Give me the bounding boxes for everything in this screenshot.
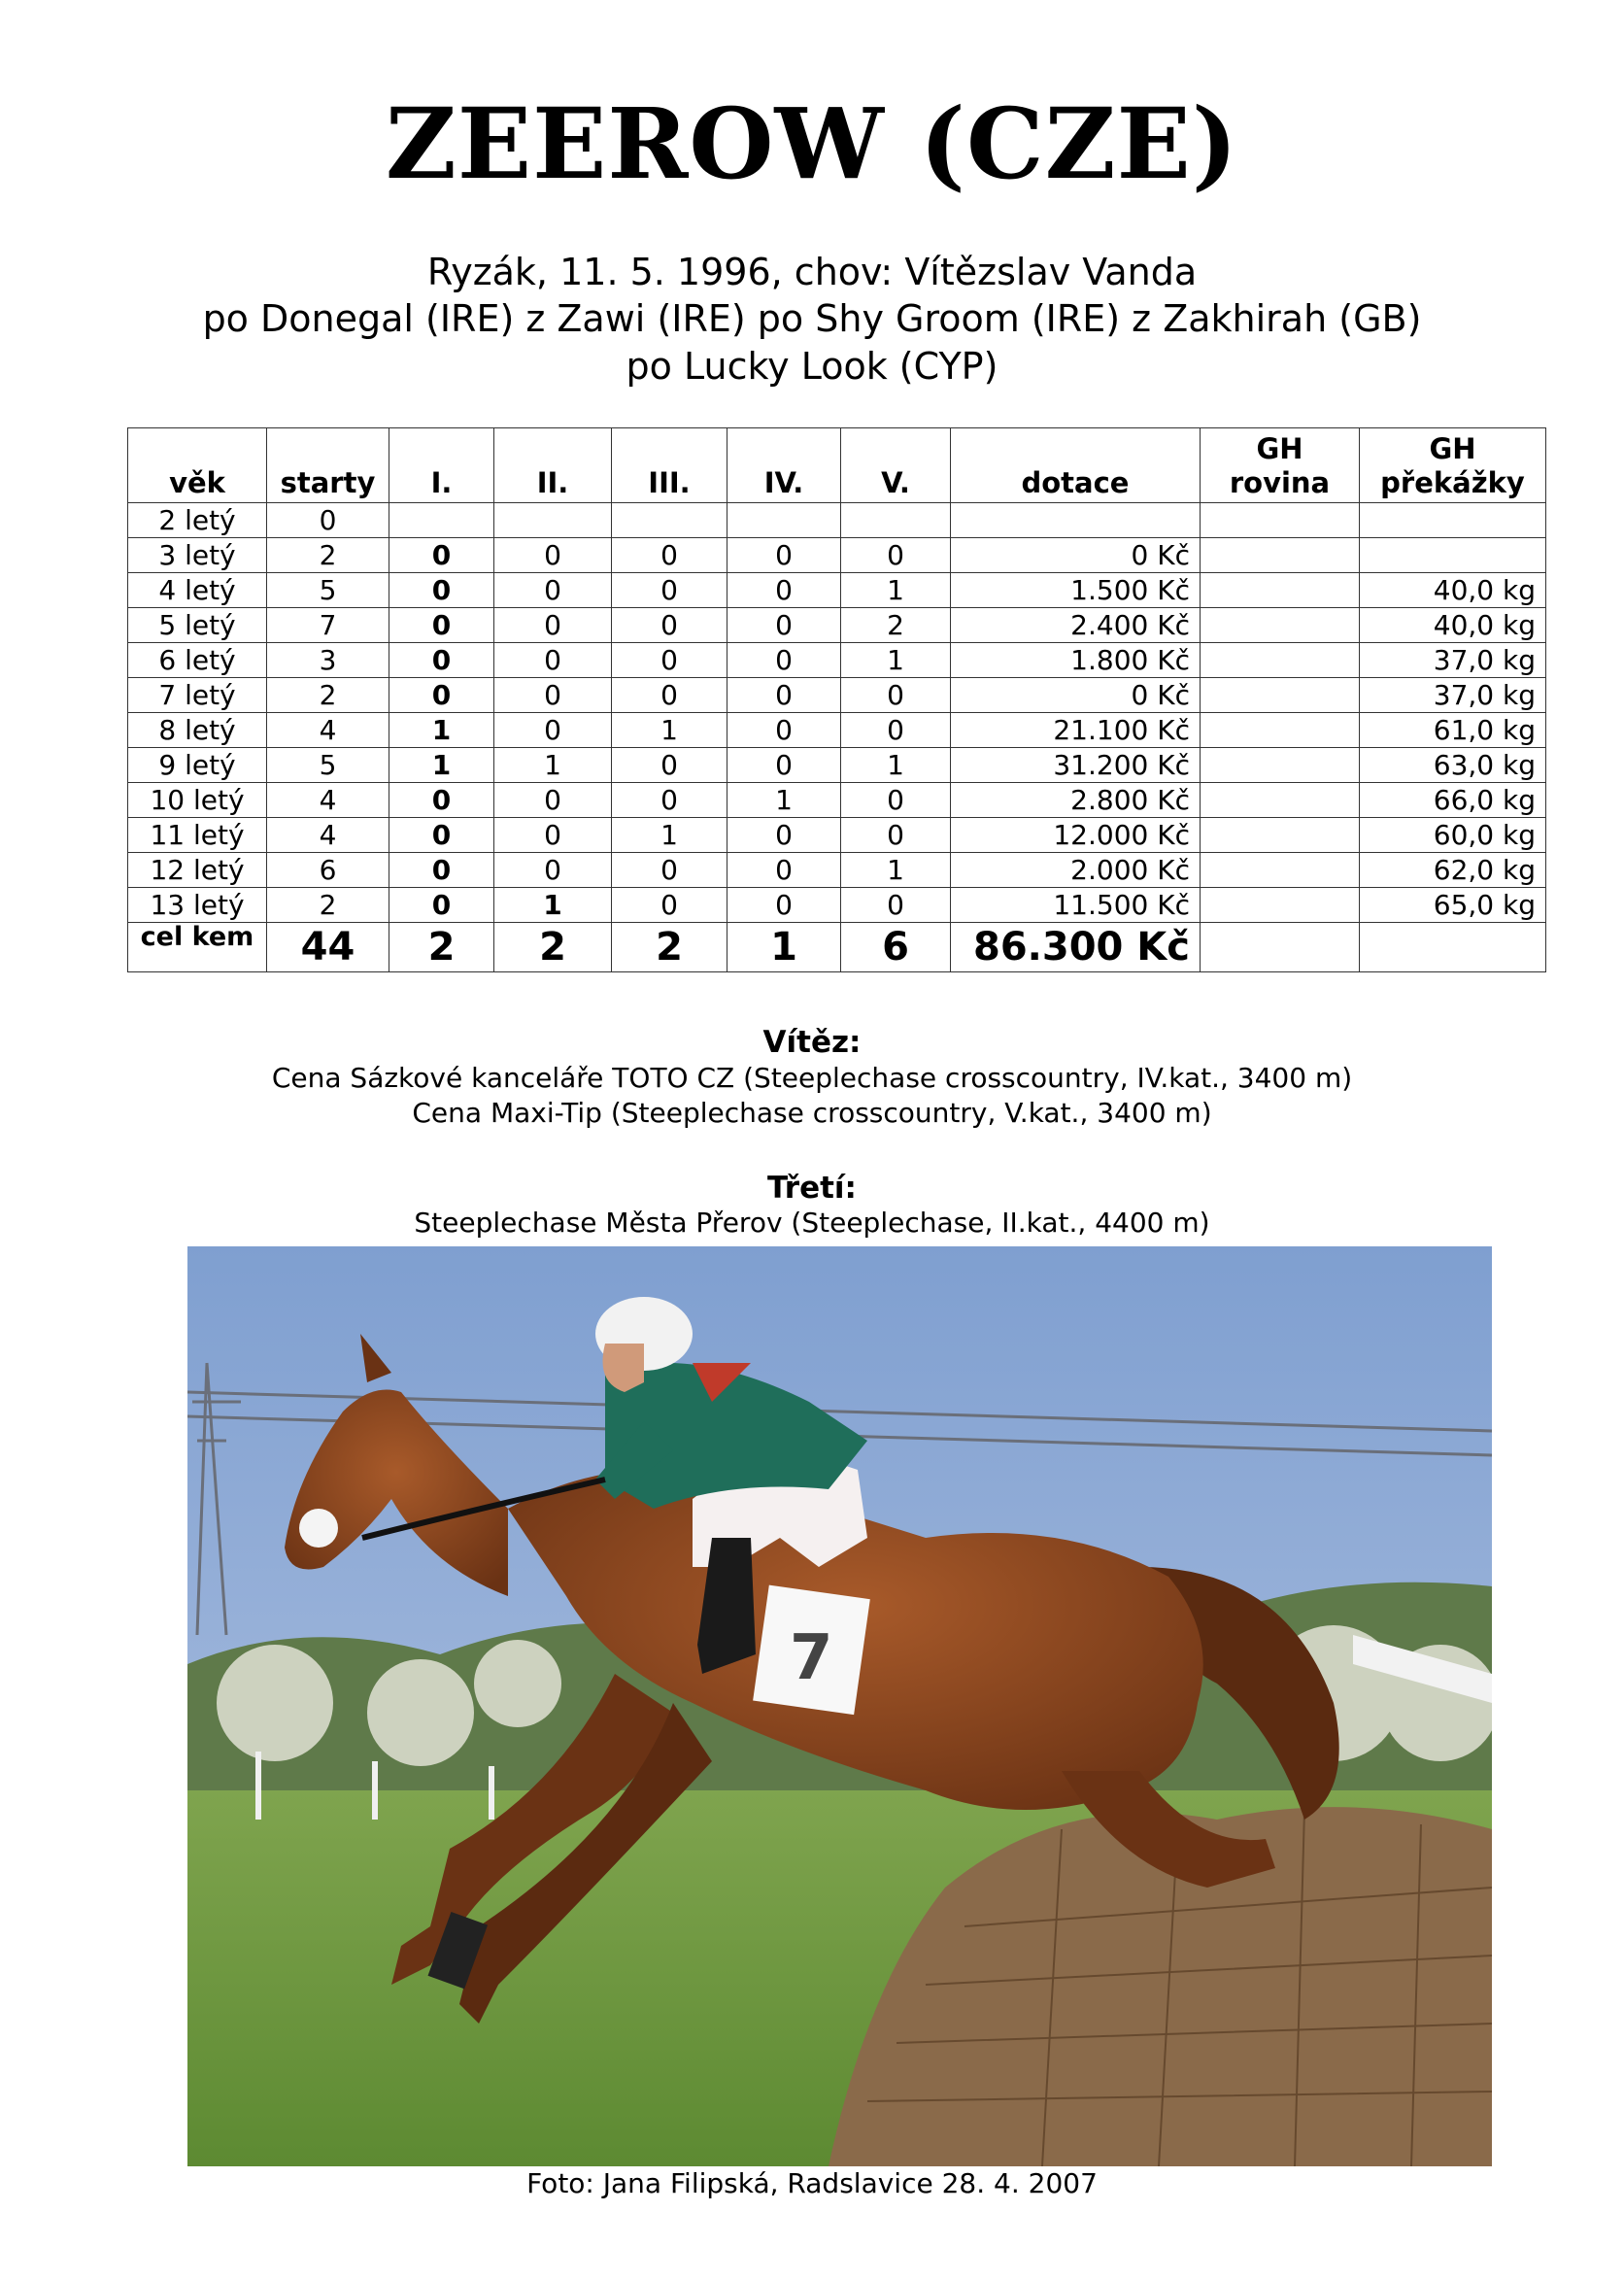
cell-gh-jump: 40,0 kg bbox=[1360, 573, 1546, 608]
cell-age: 10 letý bbox=[128, 783, 267, 818]
winner-heading: Vítěz: bbox=[762, 1025, 862, 1060]
cell-third: 0 bbox=[612, 748, 727, 783]
cell-first: 0 bbox=[389, 643, 494, 678]
racing-record-table bbox=[127, 427, 1546, 972]
race-photo bbox=[187, 1246, 1492, 2166]
cell-second: 0 bbox=[494, 573, 612, 608]
header-first: I. bbox=[389, 428, 494, 503]
cell-age: 4 letý bbox=[128, 573, 267, 608]
cell-fifth: 2 bbox=[841, 608, 951, 643]
third-race-1: Steeplechase Města Přerov (Steeplechase, II.kat., 4400 m) bbox=[414, 1207, 1210, 1239]
header-starts: starty bbox=[267, 428, 389, 503]
cell-age: 11 letý bbox=[128, 818, 267, 853]
header-second: II. bbox=[494, 428, 612, 503]
cell-second: 1 bbox=[494, 888, 612, 923]
cell-third: 0 bbox=[612, 573, 727, 608]
cell-gh-flat bbox=[1201, 783, 1360, 818]
cell-third: 0 bbox=[612, 783, 727, 818]
cell-prize: 12.000 Kč bbox=[951, 818, 1201, 853]
cell-fourth: 0 bbox=[727, 608, 841, 643]
cell-prize: 31.200 Kč bbox=[951, 748, 1201, 783]
cell-first: 0 bbox=[389, 853, 494, 888]
cell-gh-jump: 37,0 kg bbox=[1360, 643, 1546, 678]
winner-race-2: Cena Maxi-Tip (Steeplechase crosscountry, V.kat., 3400 m) bbox=[412, 1097, 1212, 1129]
cell-second: 0 bbox=[494, 783, 612, 818]
cell-third bbox=[612, 503, 727, 538]
cell-fourth bbox=[727, 503, 841, 538]
cell-first: 1 bbox=[389, 713, 494, 748]
cell-age: 13 letý bbox=[128, 888, 267, 923]
cell-third: 1 bbox=[612, 713, 727, 748]
cell-age: 12 letý bbox=[128, 853, 267, 888]
cell-gh-flat bbox=[1201, 818, 1360, 853]
header-gh-flat bbox=[1201, 428, 1360, 503]
cell-starts: 7 bbox=[267, 608, 389, 643]
cell-gh-jump: 66,0 kg bbox=[1360, 783, 1546, 818]
noseband bbox=[299, 1509, 338, 1548]
cell-prize: 0 Kč bbox=[951, 538, 1201, 573]
cell-fourth: 0 bbox=[727, 538, 841, 573]
header-age: věk bbox=[128, 428, 267, 503]
cell-fourth: 0 bbox=[727, 748, 841, 783]
cell-fifth: 1 bbox=[841, 853, 951, 888]
table-row bbox=[128, 573, 1546, 608]
table-row bbox=[128, 503, 1546, 538]
cell-gh-jump: 62,0 kg bbox=[1360, 853, 1546, 888]
cell-fourth: 0 bbox=[727, 678, 841, 713]
cell-gh-flat bbox=[1201, 853, 1360, 888]
cell-first: 0 bbox=[389, 608, 494, 643]
pedigree-line-2: po Lucky Look (CYP) bbox=[626, 345, 998, 388]
cell-second: 0 bbox=[494, 853, 612, 888]
cell-third: 0 bbox=[612, 678, 727, 713]
cell-fourth: 1 bbox=[727, 783, 841, 818]
cell-fifth bbox=[841, 503, 951, 538]
cell-prize bbox=[951, 503, 1201, 538]
cell-second: 1 bbox=[494, 748, 612, 783]
table-row bbox=[128, 818, 1546, 853]
cell-fourth: 0 bbox=[727, 643, 841, 678]
cell-age: 6 letý bbox=[128, 643, 267, 678]
cell-second: 0 bbox=[494, 608, 612, 643]
winner-race-1: Cena Sázkové kanceláře TOTO CZ (Steeplechase crosscountry, IV.kat., 3400 m) bbox=[271, 1062, 1353, 1094]
cell-first bbox=[389, 503, 494, 538]
cell-third: 0 bbox=[612, 853, 727, 888]
cell-fifth: 1 bbox=[841, 748, 951, 783]
total-third: 2 bbox=[612, 923, 727, 972]
cell-gh-jump: 65,0 kg bbox=[1360, 888, 1546, 923]
cell-gh-jump: 60,0 kg bbox=[1360, 818, 1546, 853]
table-row bbox=[128, 608, 1546, 643]
cell-prize: 1.800 Kč bbox=[951, 643, 1201, 678]
table-row bbox=[128, 713, 1546, 748]
header-gh-jump-2: překážky bbox=[1380, 466, 1525, 499]
saddle-number: 7 bbox=[790, 1622, 833, 1694]
cell-starts: 2 bbox=[267, 888, 389, 923]
total-gh-flat bbox=[1201, 923, 1360, 972]
cell-fourth: 0 bbox=[727, 713, 841, 748]
cell-age: 2 letý bbox=[128, 503, 267, 538]
pedigree-line: po Donegal (IRE) z Zawi (IRE) po Shy Groom (IRE) z Zakhirah (GB) bbox=[202, 297, 1422, 340]
cell-third: 0 bbox=[612, 888, 727, 923]
cell-prize: 0 Kč bbox=[951, 678, 1201, 713]
cell-first: 0 bbox=[389, 888, 494, 923]
total-fifth: 6 bbox=[841, 923, 951, 972]
header-third: III. bbox=[612, 428, 727, 503]
header-gh-jump bbox=[1360, 428, 1546, 503]
table-row bbox=[128, 748, 1546, 783]
cell-second: 0 bbox=[494, 818, 612, 853]
cell-first: 0 bbox=[389, 678, 494, 713]
cell-fifth: 1 bbox=[841, 573, 951, 608]
header-gh-flat-2: rovina bbox=[1229, 466, 1331, 499]
third-heading: Třetí: bbox=[767, 1171, 857, 1206]
cell-age: 9 letý bbox=[128, 748, 267, 783]
cell-gh-flat bbox=[1201, 748, 1360, 783]
cell-gh-flat bbox=[1201, 573, 1360, 608]
cell-fifth: 0 bbox=[841, 818, 951, 853]
cell-starts: 5 bbox=[267, 748, 389, 783]
cell-fifth: 0 bbox=[841, 783, 951, 818]
cell-prize: 2.000 Kč bbox=[951, 853, 1201, 888]
cell-second: 0 bbox=[494, 713, 612, 748]
cell-third: 0 bbox=[612, 538, 727, 573]
total-label: cel kem bbox=[128, 923, 267, 972]
cell-age: 5 letý bbox=[128, 608, 267, 643]
table-row bbox=[128, 678, 1546, 713]
header-prize: dotace bbox=[951, 428, 1201, 503]
cell-gh-jump: 63,0 kg bbox=[1360, 748, 1546, 783]
cell-fourth: 0 bbox=[727, 573, 841, 608]
table-row bbox=[128, 783, 1546, 818]
cell-third: 0 bbox=[612, 608, 727, 643]
header-fifth: V. bbox=[841, 428, 951, 503]
total-starts: 44 bbox=[267, 923, 389, 972]
table-row bbox=[128, 853, 1546, 888]
cell-gh-jump: 61,0 kg bbox=[1360, 713, 1546, 748]
cell-prize: 2.400 Kč bbox=[951, 608, 1201, 643]
cell-second bbox=[494, 503, 612, 538]
cell-first: 1 bbox=[389, 748, 494, 783]
cell-fifth: 0 bbox=[841, 888, 951, 923]
cell-prize: 2.800 Kč bbox=[951, 783, 1201, 818]
cell-fifth: 1 bbox=[841, 643, 951, 678]
table-row bbox=[128, 538, 1546, 573]
header-gh-jump-1: GH bbox=[1429, 432, 1476, 465]
cell-fifth: 0 bbox=[841, 538, 951, 573]
total-second: 2 bbox=[494, 923, 612, 972]
page-title: ZEEROW (CZE) bbox=[385, 86, 1239, 201]
cell-starts: 4 bbox=[267, 783, 389, 818]
cell-gh-flat bbox=[1201, 608, 1360, 643]
cell-starts: 2 bbox=[267, 538, 389, 573]
header-gh-flat-1: GH bbox=[1256, 432, 1303, 465]
table-total-row bbox=[128, 923, 1546, 972]
cell-third: 1 bbox=[612, 818, 727, 853]
cell-starts: 6 bbox=[267, 853, 389, 888]
total-first: 2 bbox=[389, 923, 494, 972]
cell-second: 0 bbox=[494, 643, 612, 678]
cell-first: 0 bbox=[389, 573, 494, 608]
cell-prize: 1.500 Kč bbox=[951, 573, 1201, 608]
cell-gh-flat bbox=[1201, 538, 1360, 573]
horse-info-line: Ryzák, 11. 5. 1996, chov: Vítězslav Vanda bbox=[426, 251, 1198, 293]
cell-age: 3 letý bbox=[128, 538, 267, 573]
cell-gh-flat bbox=[1201, 713, 1360, 748]
cell-starts: 2 bbox=[267, 678, 389, 713]
total-gh-jump bbox=[1360, 923, 1546, 972]
cell-third: 0 bbox=[612, 643, 727, 678]
header-fourth: IV. bbox=[727, 428, 841, 503]
cell-first: 0 bbox=[389, 538, 494, 573]
table-header-row bbox=[128, 428, 1546, 503]
cell-fourth: 0 bbox=[727, 818, 841, 853]
cell-gh-jump: 40,0 kg bbox=[1360, 608, 1546, 643]
cell-second: 0 bbox=[494, 678, 612, 713]
cell-fourth: 0 bbox=[727, 888, 841, 923]
cell-first: 0 bbox=[389, 783, 494, 818]
cell-gh-jump: 37,0 kg bbox=[1360, 678, 1546, 713]
cell-starts: 4 bbox=[267, 713, 389, 748]
cell-gh-flat bbox=[1201, 643, 1360, 678]
cell-starts: 4 bbox=[267, 818, 389, 853]
table-row bbox=[128, 643, 1546, 678]
total-prize: 86.300 Kč bbox=[951, 923, 1201, 972]
cell-gh-jump bbox=[1360, 538, 1546, 573]
table-row bbox=[128, 888, 1546, 923]
cell-starts: 3 bbox=[267, 643, 389, 678]
cell-prize: 21.100 Kč bbox=[951, 713, 1201, 748]
cell-gh-flat bbox=[1201, 503, 1360, 538]
cell-fifth: 0 bbox=[841, 678, 951, 713]
cell-gh-jump bbox=[1360, 503, 1546, 538]
cell-starts: 0 bbox=[267, 503, 389, 538]
cell-second: 0 bbox=[494, 538, 612, 573]
cell-fifth: 0 bbox=[841, 713, 951, 748]
cell-first: 0 bbox=[389, 818, 494, 853]
cell-starts: 5 bbox=[267, 573, 389, 608]
photo-caption: Foto: Jana Filipská, Radslavice 28. 4. 2007 bbox=[526, 2167, 1098, 2199]
cell-gh-flat bbox=[1201, 678, 1360, 713]
cell-age: 8 letý bbox=[128, 713, 267, 748]
total-fourth: 1 bbox=[727, 923, 841, 972]
cell-prize: 11.500 Kč bbox=[951, 888, 1201, 923]
cell-fourth: 0 bbox=[727, 853, 841, 888]
cell-age: 7 letý bbox=[128, 678, 267, 713]
cell-gh-flat bbox=[1201, 888, 1360, 923]
